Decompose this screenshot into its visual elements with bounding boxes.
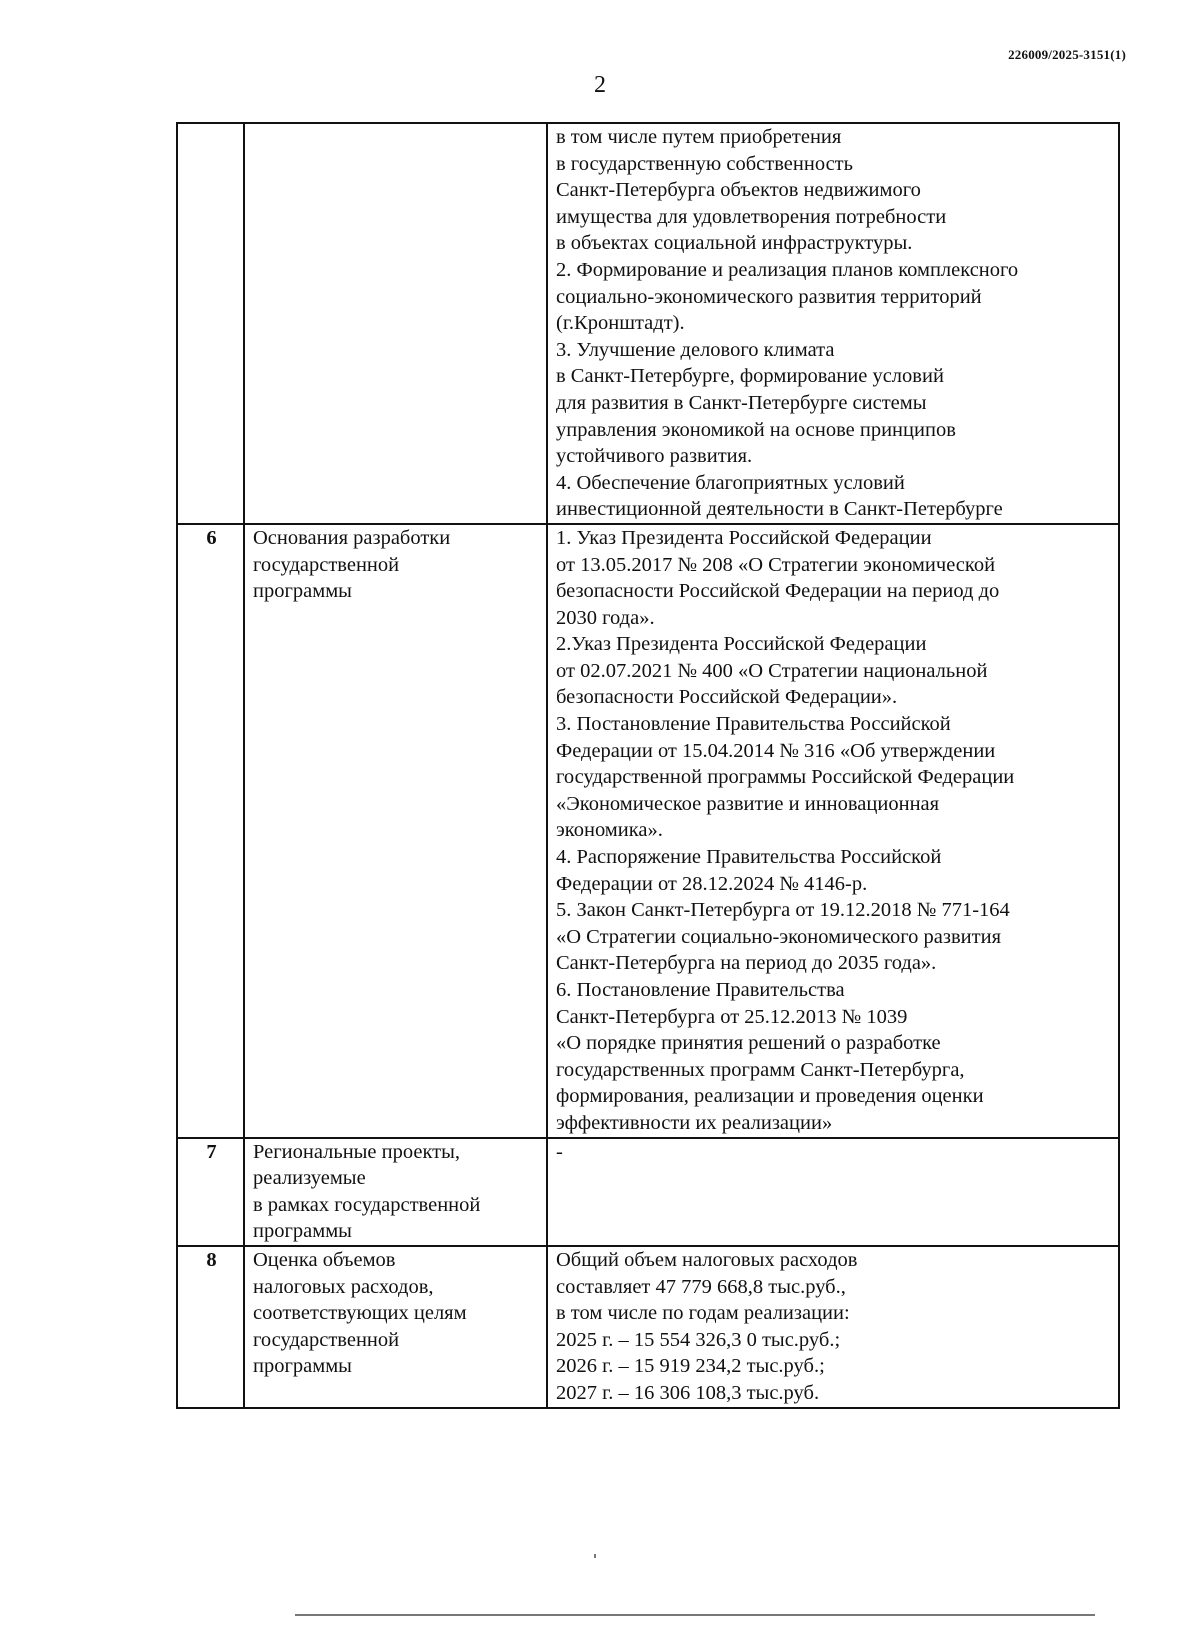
- document-id: 226009/2025-3151(1): [1008, 47, 1126, 62]
- row-title-line: Оценка объемов: [253, 1248, 396, 1271]
- row-content-line: 2.Указ Президента Российской Федерации: [556, 633, 927, 656]
- row-content-line: для развития в Санкт-Петербурге системы: [556, 391, 927, 414]
- row-content-line: Федерации от 15.04.2014 № 316 «Об утверждении: [556, 739, 996, 762]
- row-number-cell: 6: [177, 524, 244, 1138]
- row-content-line: -: [556, 1140, 563, 1163]
- row-content-line: Федерации от 28.12.2024 № 4146-р.: [556, 872, 868, 895]
- row-title-line: Основания разработки: [253, 526, 451, 549]
- program-passport-table: [176, 122, 1120, 1409]
- table-row: [177, 524, 1119, 1138]
- row-content-line: «О порядке принятия решений о разработке: [556, 1032, 941, 1055]
- row-content-line: 3. Постановление Правительства Российской: [556, 713, 951, 736]
- row-title-cell: [244, 524, 547, 1138]
- row-content-line: «Экономическое развитие и инновационная: [556, 792, 940, 815]
- row-content-line: в том числе по годам реализации:: [556, 1302, 850, 1325]
- row-content-line: формирования, реализации и проведения оценки: [556, 1085, 984, 1108]
- row-title-line: налоговых расходов,: [253, 1275, 434, 1298]
- row-title-line: программы: [253, 1220, 352, 1243]
- row-content-line: 3. Улучшение делового климата: [556, 338, 835, 361]
- row-title-line: программы: [253, 1355, 352, 1378]
- row-number-cell: [177, 123, 244, 524]
- table-row: [177, 1138, 1119, 1246]
- row-content-line: Санкт-Петербурга объектов недвижимого: [556, 179, 921, 202]
- row-content-line: от 13.05.2017 № 208 «О Стратегии экономической: [556, 553, 996, 576]
- row-content-line: 6. Постановление Правительства: [556, 979, 845, 1001]
- row-content-line: Общий объем налоговых расходов: [556, 1248, 858, 1271]
- row-title-cell: [244, 1138, 547, 1246]
- row-content-line: безопасности Российской Федерации».: [556, 686, 898, 709]
- row-content-line: 1. Указ Президента Российской Федерации: [556, 526, 932, 549]
- row-content-line: Санкт-Петербурга от 25.12.2013 № 1039: [556, 1005, 908, 1028]
- row-content-line: государственных программ Санкт-Петербурга,: [556, 1058, 965, 1081]
- page-bottom-rule: [295, 1614, 1095, 1616]
- row-content-line: 2027 г. – 16 306 108,3 тыс.руб.: [556, 1381, 820, 1404]
- table-row: [177, 123, 1119, 524]
- row-content-line: инвестиционной деятельности в Санкт-Петербурге: [556, 498, 1003, 521]
- row-content-line: от 02.07.2021 № 400 «О Стратегии национальной: [556, 659, 988, 682]
- row-content-line: государственной программы Российской Федерации: [556, 766, 1015, 789]
- row-content-line: составляет 47 779 668,8 тыс.руб.,: [556, 1275, 846, 1298]
- row-content-line: «О Стратегии социально-экономического развития: [556, 925, 1001, 948]
- row-content-line: эффективности их реализации»: [556, 1111, 833, 1134]
- row-number-cell: 8: [177, 1246, 244, 1408]
- row-title-line: программы: [253, 580, 352, 603]
- row-content-line: управления экономикой на основе принципов: [556, 418, 956, 441]
- row-content-line: имущества для удовлетворения потребности: [556, 205, 947, 228]
- row-content-line: 2026 г. – 15 919 234,2 тыс.руб.;: [556, 1355, 825, 1378]
- row-title-line: государственной: [253, 1328, 400, 1351]
- row-content-cell: [547, 1138, 1119, 1246]
- row-content-cell: [547, 123, 1119, 524]
- row-title-line: соответствующих целям: [253, 1302, 467, 1325]
- row-content-line: 2. Формирование и реализация планов комплексного: [556, 258, 1019, 281]
- row-title-line: в рамках государственной: [253, 1193, 481, 1216]
- row-title-line: реализуемые: [253, 1167, 366, 1190]
- row-title-cell: [244, 123, 547, 524]
- row-content-line: 4. Обеспечение благоприятных условий: [556, 471, 905, 494]
- row-content-line: 5. Закон Санкт-Петербурга от 19.12.2018 № 771-164: [556, 899, 1010, 922]
- table-body: [177, 123, 1119, 1408]
- row-content-line: Санкт-Петербурга на период до 2035 года».: [556, 952, 937, 975]
- row-content-line: 2030 года».: [556, 606, 655, 629]
- table-row: [177, 1246, 1119, 1408]
- row-content-line: устойчивого развития.: [556, 445, 753, 468]
- row-content-line: (г.Кронштадт).: [556, 312, 685, 335]
- row-content-cell: [547, 524, 1119, 1138]
- row-content-line: 2025 г. – 15 554 326,3 0 тыс.руб.;: [556, 1328, 841, 1351]
- row-content-line: экономика».: [556, 819, 663, 842]
- row-title-line: Региональные проекты,: [253, 1140, 461, 1163]
- row-content-line: в государственную собственность: [556, 152, 853, 175]
- page-number: 2: [594, 72, 606, 98]
- row-number-cell: 7: [177, 1138, 244, 1246]
- row-content-line: в объектах социальной инфраструктуры.: [556, 232, 913, 255]
- row-content-cell: [547, 1246, 1119, 1408]
- row-content-line: социально-экономического развития территорий: [556, 285, 982, 308]
- row-content-line: в Санкт-Петербурге, формирование условий: [556, 365, 944, 388]
- row-content-line: 4. Распоряжение Правительства Российской: [556, 846, 942, 869]
- row-title-cell: [244, 1246, 547, 1408]
- row-content-line: в том числе путем приобретения: [556, 126, 842, 148]
- row-content-line: безопасности Российской Федерации на период до: [556, 580, 1000, 603]
- row-title-line: государственной: [253, 553, 400, 576]
- scan-mark: [594, 1554, 596, 1558]
